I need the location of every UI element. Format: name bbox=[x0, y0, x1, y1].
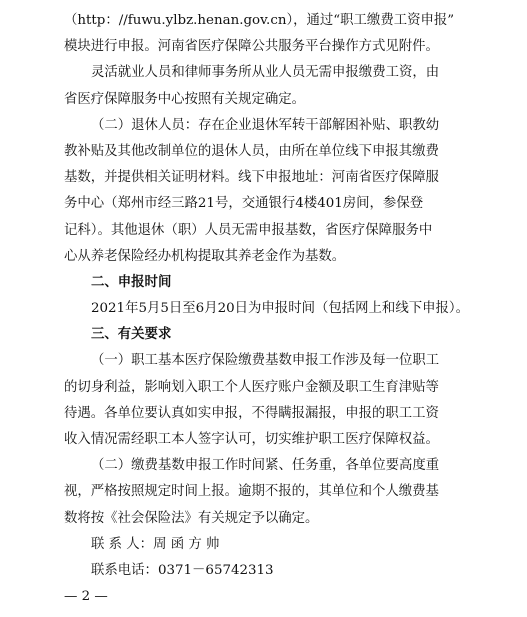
body-line: 记科）。其他退休（职）人员无需申报基数，省医疗保障服务中 bbox=[64, 222, 433, 238]
body-line: 数将按《社会保险法》有关规定予以确定。 bbox=[64, 510, 319, 526]
body-line: （二）缴费基数申报工作时间紧、任务重，各单位要高度重 bbox=[91, 458, 440, 474]
page-number: — 2 — bbox=[64, 589, 108, 604]
body-line: （一）职工基本医疗保险缴费基数申报工作涉及每一位职工 bbox=[91, 353, 440, 369]
body-line: 灵活就业人员和律师事务所从业人员无需申报缴费工资，由 bbox=[91, 65, 440, 81]
body-line: 2021年5月5日至6月20日为申报时间（包括网上和线下申报）。 bbox=[91, 301, 469, 317]
body-line: 模块进行申报。河南省医疗保障公共服务平台操作方式见附件。 bbox=[64, 39, 439, 55]
body-line: 待遇。各单位要认真如实申报，不得瞒报漏报，申报的职工工资 bbox=[64, 405, 439, 421]
section-heading-requirements: 三、有关要求 bbox=[91, 327, 172, 343]
body-line: （http：//fuwu.ylbz.henan.gov.cn），通过“职工缴费工资申报” bbox=[64, 13, 455, 28]
body-line: 基数，并提供相关证明材料。线下申报地址：河南省医疗保障服 bbox=[64, 170, 439, 186]
body-line: 收入情况需经职工本人签字认可，切实维护职工医疗保障权益。 bbox=[64, 432, 439, 447]
contact-phone: 联系电话：0371－65742313 bbox=[91, 562, 274, 578]
body-line: 务中心（郑州市经三路21号，交通银行4楼401房间，参保登 bbox=[64, 196, 424, 212]
body-line: 省医疗保障服务中心按照有关规定确定。 bbox=[64, 91, 306, 107]
section-heading-time: 二、申报时间 bbox=[91, 274, 172, 290]
body-line: 的切身利益，影响划入职工个人医疗账户金额及职工生育津贴等 bbox=[64, 379, 439, 395]
body-line: 教补贴及其他改制单位的退休人员，由所在单位线下申报其缴费 bbox=[64, 143, 439, 159]
body-line: 心从养老保险经办机构提取其养老金作为基数。 bbox=[64, 248, 346, 264]
contact-person: 联 系 人：周 函 方 帅 bbox=[91, 536, 220, 552]
body-line: （二）退休人员：存在企业退休军转干部解困补贴、职教幼 bbox=[91, 117, 440, 133]
body-line: 视，严格按照规定时间上报。逾期不报的，其单位和个人缴费基 bbox=[64, 484, 439, 500]
